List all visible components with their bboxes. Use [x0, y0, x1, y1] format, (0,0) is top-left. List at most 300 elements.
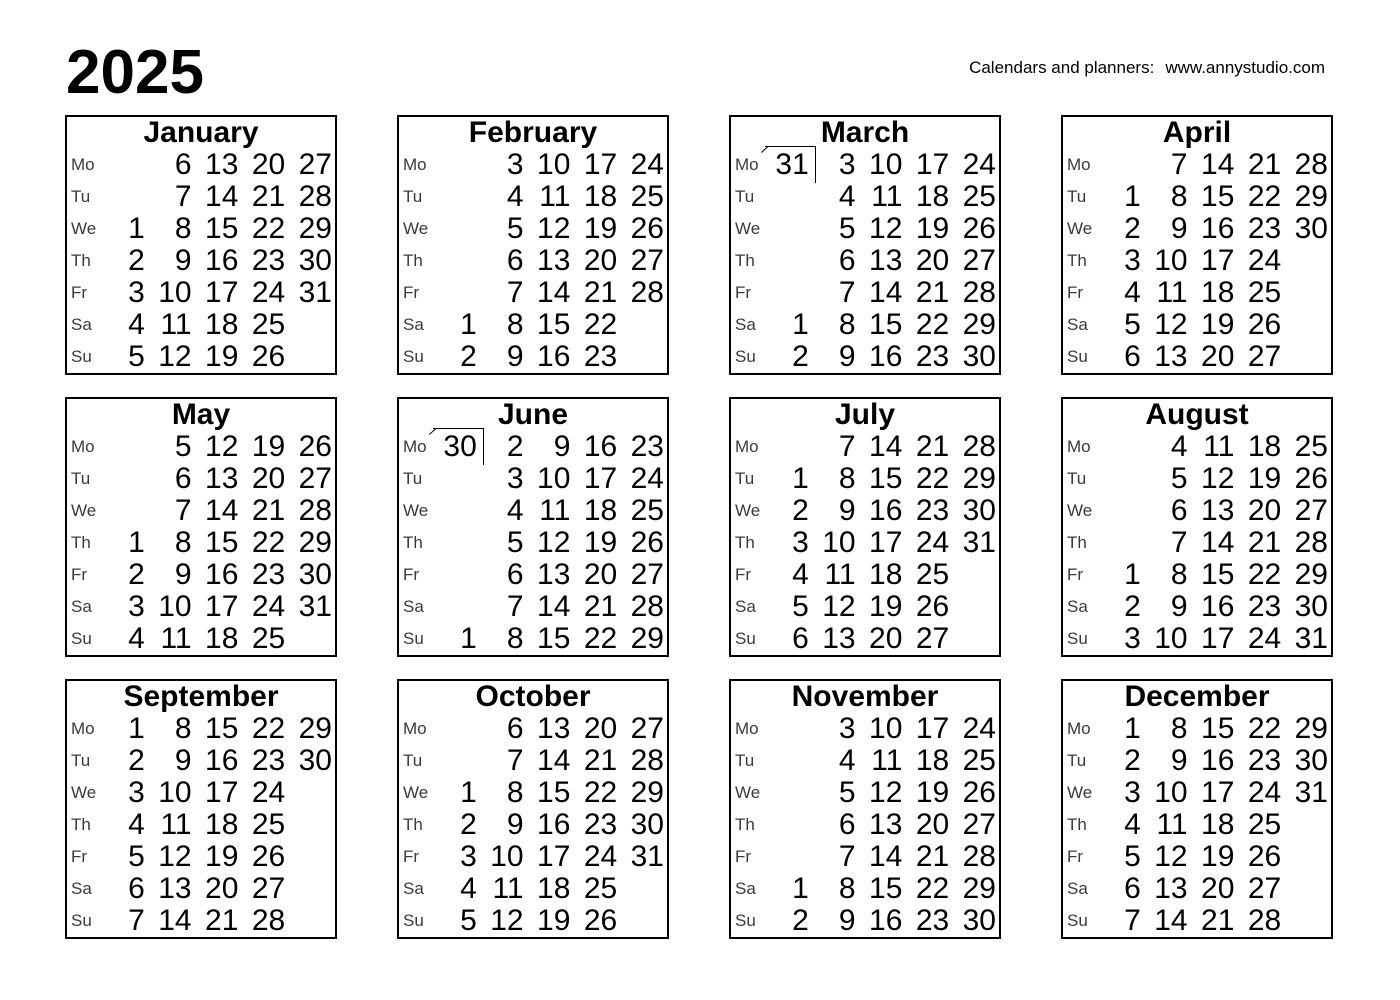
weekday-row: [399, 149, 667, 181]
weekday-label: Tu: [1067, 469, 1087, 488]
weekday-label: Mo: [71, 437, 95, 456]
day-cell: 1: [792, 462, 809, 495]
weekday-label: Mo: [71, 155, 95, 174]
weekday-row: [731, 245, 999, 277]
weekday-row: [67, 873, 335, 905]
weekday-label: Fr: [735, 283, 752, 302]
day-cell: 7: [838, 430, 856, 463]
day-cell: 13: [1201, 494, 1235, 527]
day-cell: 24: [962, 148, 996, 181]
day-cell: 12: [822, 590, 856, 623]
empty-cell: [620, 309, 667, 341]
month-table: [1063, 431, 1331, 655]
day-cell: 19: [205, 340, 239, 373]
day-cell: 11: [871, 180, 903, 213]
day-cell: 5: [128, 340, 145, 373]
month-body: [67, 713, 335, 937]
weekday-label: Tu: [71, 751, 91, 770]
day-cell: 15: [869, 462, 903, 495]
day-cell: 12: [1154, 840, 1188, 873]
weekday-row: [67, 431, 335, 463]
day-cell: 14: [1154, 904, 1188, 937]
weekday-row: [67, 527, 335, 559]
empty-cell: [1284, 277, 1331, 309]
day-cell: 2: [1124, 744, 1141, 777]
weekday-label: Th: [71, 251, 91, 270]
day-cell: 6: [838, 808, 856, 841]
empty-cell: [1284, 309, 1331, 341]
day-cell: 13: [1154, 340, 1188, 373]
day-cell: 4: [128, 622, 145, 655]
day-cell: 4: [460, 872, 477, 905]
day-cell: 24: [915, 526, 950, 559]
weekday-row: [399, 713, 667, 745]
day-cell: 25: [251, 622, 286, 655]
weekday-row: [67, 245, 335, 277]
weekday-label: Fr: [71, 847, 88, 866]
weekday-row: [731, 591, 999, 623]
day-cell: 2: [1124, 212, 1141, 245]
weekday-label: Su: [1067, 629, 1088, 648]
day-cell: 11: [824, 558, 856, 591]
weekday-label: Sa: [71, 315, 92, 334]
day-cell: 21: [1247, 526, 1282, 559]
day-cell: 3: [128, 590, 145, 623]
day-cell: 29: [962, 308, 996, 341]
day-cell: 15: [537, 776, 571, 809]
empty-cell: [101, 463, 148, 495]
day-cell: 25: [251, 808, 286, 841]
day-cell: 25: [962, 744, 996, 777]
month-card-may: [65, 397, 337, 657]
day-cell: 17: [537, 840, 571, 873]
weekday-row: [399, 245, 667, 277]
month-table: [67, 431, 335, 655]
day-cell: 3: [128, 776, 145, 809]
day-cell: 23: [915, 340, 950, 373]
empty-cell: [288, 777, 335, 809]
day-cell: 9: [174, 744, 192, 777]
day-cell: 10: [537, 462, 571, 495]
day-cell: 11: [160, 808, 192, 841]
weekday-label: Mo: [403, 437, 427, 456]
weekday-row: [1063, 559, 1331, 591]
day-cell: 27: [630, 712, 664, 745]
empty-cell: [433, 181, 480, 213]
empty-cell: [433, 745, 480, 777]
weekday-label: Fr: [1067, 283, 1084, 302]
day-cell: 14: [869, 840, 903, 873]
month-card-june: [397, 397, 669, 657]
day-cell: 12: [537, 526, 571, 559]
day-cell: 19: [1247, 462, 1282, 495]
day-cell: 31: [1294, 622, 1328, 655]
weekday-label: Sa: [735, 597, 756, 616]
site-credit: [969, 58, 1325, 78]
weekday-row: [731, 873, 999, 905]
empty-cell: [101, 495, 148, 527]
empty-cell: [1284, 873, 1331, 905]
weekday-row: [67, 277, 335, 309]
day-cell: 30: [962, 340, 996, 373]
weekday-row: [399, 431, 667, 463]
day-cell: 2: [792, 494, 809, 527]
month-table: [399, 149, 667, 373]
weekday-label: Mo: [1067, 437, 1091, 456]
day-cell: 15: [537, 308, 571, 341]
day-cell: 4: [1170, 430, 1188, 463]
day-cell: 23: [583, 808, 618, 841]
day-cell: 27: [962, 808, 996, 841]
empty-cell: [1097, 431, 1144, 463]
day-cell: 26: [630, 212, 664, 245]
day-cell: 16: [205, 244, 239, 277]
day-cell: 20: [869, 622, 903, 655]
empty-cell: [433, 463, 480, 495]
weekday-label: Sa: [735, 315, 756, 334]
weekday-row: [731, 181, 999, 213]
weekday-label: We: [1067, 501, 1093, 520]
day-cell: 16: [583, 430, 618, 463]
day-cell: 2: [792, 340, 809, 373]
month-card-october: [397, 679, 669, 939]
day-cell: 21: [1247, 148, 1282, 181]
weekday-label: Su: [735, 347, 756, 366]
day-cell: 16: [1201, 744, 1235, 777]
day-cell: 19: [537, 904, 571, 937]
weekday-label: Fr: [403, 565, 420, 584]
weekday-label: Tu: [735, 187, 755, 206]
weekday-label: Fr: [403, 283, 420, 302]
day-cell: 8: [838, 872, 856, 905]
day-cell: 23: [1247, 212, 1282, 245]
day-cell: 11: [1156, 276, 1188, 309]
day-cell: 9: [174, 244, 192, 277]
weekday-label: Fr: [403, 847, 420, 866]
day-cell: 22: [251, 526, 286, 559]
empty-cell: [1097, 149, 1144, 181]
day-cell: 24: [1247, 244, 1282, 277]
day-cell: 13: [869, 244, 903, 277]
month-card-november: [729, 679, 1001, 939]
weekday-row: [399, 591, 667, 623]
day-cell: 25: [630, 180, 664, 213]
day-cell: 12: [490, 904, 524, 937]
weekday-label: We: [735, 783, 761, 802]
day-cell: 7: [506, 744, 524, 777]
day-cell: 15: [205, 212, 239, 245]
weekday-label: Th: [735, 815, 755, 834]
day-cell: 17: [1201, 622, 1235, 655]
weekday-label: We: [735, 501, 761, 520]
day-cell: 26: [298, 430, 332, 463]
day-cell: 20: [915, 808, 950, 841]
weekday-row: [67, 591, 335, 623]
weekday-label: Mo: [1067, 719, 1091, 738]
day-cell: 19: [583, 526, 618, 559]
empty-cell: [1284, 809, 1331, 841]
empty-cell: [765, 841, 812, 873]
empty-cell: [620, 905, 667, 937]
day-cell: 26: [1294, 462, 1328, 495]
weekday-label: Th: [1067, 815, 1087, 834]
day-cell: 9: [838, 904, 856, 937]
day-cell: 4: [792, 558, 809, 591]
day-cell: 24: [1247, 622, 1282, 655]
day-cell: 22: [915, 872, 950, 905]
day-cell: 27: [298, 148, 332, 181]
day-cell: 9: [506, 340, 524, 373]
day-cell: 17: [205, 276, 239, 309]
day-cell: 14: [537, 276, 571, 309]
day-cell: 16: [1201, 212, 1235, 245]
day-cell: 17: [205, 776, 239, 809]
weekday-row: [1063, 213, 1331, 245]
day-cell: 4: [838, 744, 856, 777]
day-cell: 22: [583, 776, 618, 809]
month-card-december: [1061, 679, 1333, 939]
day-cell: 31: [298, 276, 332, 309]
day-cell: 23: [915, 904, 950, 937]
day-cell: 22: [1247, 558, 1282, 591]
weekday-label: Su: [71, 629, 92, 648]
day-cell: 10: [869, 712, 903, 745]
weekday-row: [1063, 245, 1331, 277]
day-cell: 4: [128, 808, 145, 841]
day-cell: 25: [251, 308, 286, 341]
weekday-label: Tu: [403, 187, 423, 206]
day-cell: 20: [251, 148, 286, 181]
day-cell: 12: [869, 212, 903, 245]
day-cell: 15: [205, 526, 239, 559]
weekday-label: Fr: [1067, 847, 1084, 866]
day-cell: 23: [1247, 590, 1282, 623]
day-cell: 28: [1294, 148, 1328, 181]
day-cell: 23: [1247, 744, 1282, 777]
day-cell: 13: [537, 712, 571, 745]
day-cell: 12: [158, 340, 192, 373]
weekday-row: [731, 213, 999, 245]
day-cell: 7: [838, 276, 856, 309]
month-card-september: [65, 679, 337, 939]
day-cell: 7: [1170, 148, 1188, 181]
weekday-row: [731, 309, 999, 341]
day-cell: 22: [1247, 712, 1282, 745]
month-table: [731, 431, 999, 655]
empty-cell: [1284, 905, 1331, 937]
day-cell: 24: [251, 276, 286, 309]
weekday-label: Tu: [1067, 751, 1087, 770]
month-table: [1063, 149, 1331, 373]
day-cell: 8: [506, 308, 524, 341]
month-title: August: [1145, 398, 1249, 431]
day-cell: 20: [915, 244, 950, 277]
day-cell: 28: [251, 904, 286, 937]
empty-cell: [433, 149, 480, 181]
month-title: December: [1124, 680, 1270, 713]
day-cell: 28: [630, 744, 664, 777]
day-cell: 6: [506, 558, 524, 591]
month-title: March: [820, 116, 910, 149]
day-cell: 5: [1124, 308, 1141, 341]
weekday-label: Fr: [71, 565, 88, 584]
day-cell: 11: [160, 308, 192, 341]
day-cell: 16: [869, 904, 903, 937]
day-cell: 1: [792, 872, 809, 905]
day-cell: 27: [1247, 340, 1282, 373]
day-cell: 13: [1154, 872, 1188, 905]
day-cell: 5: [460, 904, 477, 937]
empty-cell: [101, 181, 148, 213]
day-cell: 20: [583, 244, 618, 277]
credit-label: Calendars and planners:: [969, 58, 1155, 77]
empty-cell: [101, 149, 148, 181]
month-body: [731, 149, 999, 373]
day-cell: 10: [1154, 776, 1188, 809]
wrapped-day-cell: 30: [433, 431, 480, 463]
empty-cell: [765, 809, 812, 841]
day-cell: 26: [915, 590, 950, 623]
empty-cell: [433, 213, 480, 245]
day-cell: 10: [1154, 244, 1188, 277]
day-cell: 28: [298, 180, 332, 213]
weekday-row: [1063, 341, 1331, 373]
day-cell: 5: [1170, 462, 1188, 495]
month-table: [1063, 713, 1331, 937]
day-cell: 10: [1154, 622, 1188, 655]
weekday-row: [67, 181, 335, 213]
day-cell: 21: [583, 276, 618, 309]
weekday-row: [731, 149, 999, 181]
day-cell: 23: [251, 244, 286, 277]
day-cell: 15: [537, 622, 571, 655]
day-cell: 19: [583, 212, 618, 245]
weekday-row: [1063, 623, 1331, 655]
weekday-row: [731, 527, 999, 559]
day-cell: 27: [915, 622, 950, 655]
day-cell: 26: [583, 904, 618, 937]
day-cell: 1: [1124, 712, 1141, 745]
day-cell: 10: [490, 840, 524, 873]
weekday-row: [399, 559, 667, 591]
day-cell: 18: [205, 808, 239, 841]
day-cell: 16: [537, 808, 571, 841]
month-title: October: [475, 680, 591, 713]
day-cell: 3: [128, 276, 145, 309]
day-cell: 10: [537, 148, 571, 181]
month-title: November: [791, 680, 939, 713]
weekday-label: Th: [1067, 251, 1087, 270]
day-cell: 27: [1247, 872, 1282, 905]
empty-cell: [765, 277, 812, 309]
day-cell: 25: [915, 558, 950, 591]
day-cell: 8: [506, 622, 524, 655]
weekday-label: Mo: [403, 155, 427, 174]
weekday-label: Tu: [71, 469, 91, 488]
day-cell: 25: [583, 872, 618, 905]
day-cell: 10: [158, 590, 192, 623]
weekday-row: [399, 341, 667, 373]
day-cell: 14: [537, 590, 571, 623]
day-cell: 28: [962, 276, 996, 309]
empty-cell: [1097, 463, 1144, 495]
month-card-february: [397, 115, 669, 375]
day-cell: 15: [1201, 558, 1235, 591]
weekday-row: [731, 277, 999, 309]
day-cell: 22: [583, 622, 618, 655]
day-cell: 25: [962, 180, 996, 213]
day-cell: 29: [298, 212, 332, 245]
day-cell: 31: [298, 590, 332, 623]
day-cell: 4: [506, 180, 524, 213]
weekday-row: [731, 905, 999, 937]
day-cell: 9: [838, 340, 856, 373]
day-cell: 5: [838, 212, 856, 245]
weekday-row: [731, 495, 999, 527]
day-cell: 25: [1247, 808, 1282, 841]
month-card-january: [65, 115, 337, 375]
day-cell: 25: [1294, 430, 1328, 463]
day-cell: 11: [1203, 430, 1235, 463]
day-cell: 27: [630, 558, 664, 591]
day-cell: 13: [205, 462, 239, 495]
day-cell: 1: [128, 212, 145, 245]
empty-cell: [765, 777, 812, 809]
weekday-row: [1063, 905, 1331, 937]
day-cell: 26: [251, 340, 286, 373]
weekday-row: [1063, 841, 1331, 873]
empty-cell: [288, 623, 335, 655]
day-cell: 17: [583, 462, 618, 495]
day-cell: 22: [915, 462, 950, 495]
weekday-row: [1063, 495, 1331, 527]
day-cell: 3: [1124, 244, 1141, 277]
day-cell: 6: [174, 462, 192, 495]
weekday-row: [731, 841, 999, 873]
day-cell: 18: [583, 180, 618, 213]
day-cell: 18: [915, 744, 950, 777]
weekday-label: Th: [71, 533, 91, 552]
day-cell: 30: [298, 244, 332, 277]
month-body: [1063, 149, 1331, 373]
weekday-label: Sa: [735, 879, 756, 898]
day-cell: 2: [460, 340, 477, 373]
weekday-row: [399, 309, 667, 341]
day-cell: 27: [1294, 494, 1328, 527]
day-cell: 1: [128, 526, 145, 559]
day-cell: 18: [1247, 430, 1282, 463]
month-title: June: [497, 398, 569, 431]
day-cell: 16: [1201, 590, 1235, 623]
weekday-label: Th: [403, 815, 423, 834]
day-cell: 12: [869, 776, 903, 809]
month-body: [1063, 713, 1331, 937]
day-cell: 21: [583, 744, 618, 777]
day-cell: 16: [205, 558, 239, 591]
day-cell: 14: [869, 276, 903, 309]
month-title: September: [123, 680, 279, 713]
day-cell: 12: [158, 840, 192, 873]
day-cell: 19: [251, 430, 286, 463]
empty-cell: [288, 809, 335, 841]
day-cell: 7: [506, 590, 524, 623]
day-cell: 25: [630, 494, 664, 527]
month-table: [731, 713, 999, 937]
weekday-row: [67, 745, 335, 777]
weekday-row: [399, 213, 667, 245]
weekday-label: Fr: [735, 565, 752, 584]
day-cell: 28: [1294, 526, 1328, 559]
